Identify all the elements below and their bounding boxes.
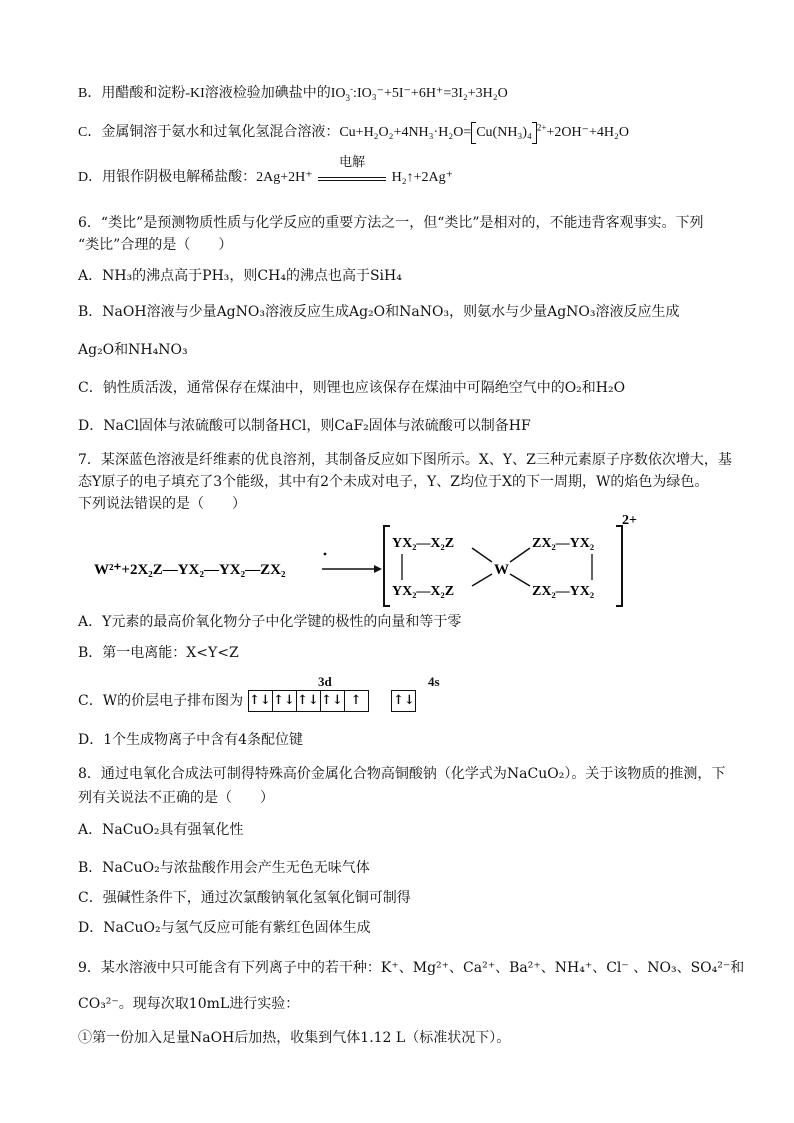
q7-reactants: W²⁺+2X₂Z—YX₂—YX₂—ZX₂ bbox=[94, 562, 286, 578]
q5-option-b-formula: IO₃⁻+5I⁻+6H⁺=3I₂+3H₂O bbox=[356, 86, 508, 101]
q6-option-a: A．NH₃的沸点高于PH₃，则CH₄的沸点也高于SiH₄ bbox=[78, 268, 402, 284]
q7-option-c bbox=[78, 690, 416, 712]
q7-stem-line3: 下列说法错误的是（ ） bbox=[78, 496, 246, 512]
q8-option-d: D．NaCuO₂与氢气反应可能有紫红色固体生成 bbox=[78, 920, 371, 936]
q7-stem-line1: 7．某深蓝色溶液是纤维素的优良溶剂，其制备反应如下图所示。X、Y、Z三种元素原子序数依次增大，基 bbox=[78, 452, 732, 468]
product-bottom-right: ZX₂—YX₂ bbox=[532, 584, 595, 599]
q9-stem-line1: 9．某水溶液中只可能含有下列离子中的若干种：K⁺、Mg²⁺、Ca²⁺、Ba²⁺、NH₄⁺、Cl⁻ 、NO₃、SO₄²⁻和 bbox=[78, 960, 745, 976]
q5-option-b-text: B．用醋酸和淀粉-KI溶液检验加碘盐中的IO bbox=[78, 86, 346, 101]
q7-option-c-text: C．W的价层电子排布图为 bbox=[78, 693, 244, 709]
q5-option-c-text: C．金属铜溶于氨水和过氧化氢混合溶液：Cu+H₂O₂+4NH₃·H₂O= bbox=[78, 125, 472, 141]
q5-option-c-complex: Cu(NH₃)₄ bbox=[476, 125, 532, 141]
electrolysis-condition: 电解 bbox=[339, 154, 366, 169]
orbital-3d-box-4: ↑↓ bbox=[320, 690, 344, 712]
orbital-3d-box-2: ↑↓ bbox=[272, 690, 296, 712]
orbital-4s-boxes bbox=[391, 690, 416, 712]
orbital-3d-box-1: ↑↓ bbox=[248, 690, 272, 712]
q8-stem-line2: 列有关说法不正确的是（ ） bbox=[78, 790, 274, 806]
q8-option-c: C．强碱性条件下，通过次氯酸钠氧化氢氧化铜可制得 bbox=[78, 890, 411, 906]
orbital-4s-label: 4s bbox=[428, 674, 440, 689]
q6-option-c: C．钠性质活泼，通常保存在煤油中，则锂也应该保存在煤油中可隔绝空气中的O₂和H₂O bbox=[78, 380, 626, 396]
orbital-4s-box-1: ↑↓ bbox=[391, 690, 416, 712]
q6-option-b-line2: Ag₂O和NH₄NO₃ bbox=[78, 342, 188, 358]
q5-option-d-text: D．用银作阴极电解稀盐酸：2Ag+2H⁺ bbox=[78, 170, 313, 185]
q8-option-b: B．NaCuO₂与浓盐酸作用会产生无色无味气体 bbox=[78, 860, 370, 876]
product-bottom-left: YX₂—X₂Z bbox=[392, 584, 455, 599]
product-charge: 2+ bbox=[622, 513, 637, 528]
q5-option-d bbox=[78, 154, 454, 188]
reaction-arrowhead bbox=[374, 565, 382, 573]
q5-option-c-tail: +2OH⁻+4H₂O bbox=[546, 125, 629, 141]
coord-bond-top-right bbox=[510, 548, 530, 562]
q7-reaction-diagram bbox=[92, 512, 652, 612]
q7-reaction-svg bbox=[92, 512, 652, 612]
electrolysis-equal-sign bbox=[318, 154, 386, 181]
q8-stem-line1: 8．通过电氧化合成法可制得特殊高价金属化合物高铜酸钠（化学式为NaCuO₂）。关于该物质的推测，下 bbox=[78, 766, 726, 782]
q6-option-b-line1: B．NaOH溶液与少量AgNO₃溶液反应生成Ag₂O和NaNO₃，则氨水与少量AgNO₃溶液反应生成 bbox=[78, 304, 680, 320]
product-left-bracket bbox=[384, 526, 390, 606]
q5-option-c: C．金属铜溶于氨水和过氧化氢混合溶液：Cu+H₂O₂+4NH₃·H₂O= Cu(NH₃)₄ $^{2+}$+2OH⁻+4H₂O bbox=[78, 122, 629, 144]
orbital-3d-box-5: ↑ bbox=[344, 690, 369, 712]
q9-stem-line2: CO₃²⁻。现每次取10mL进行实验： bbox=[78, 996, 300, 1012]
orbital-3d-box-3: ↑↓ bbox=[296, 690, 320, 712]
q6-option-d: D．NaCl固体与浓硫酸可以制备HCl，则CaF₂固体与浓硫酸可以制备HF bbox=[78, 418, 531, 434]
q7-stem-line2: 态Y原子的电子填充了3个能级，其中有2个未成对电子，Y、Z均位于X的下一周期，W的焰色为绿色。 bbox=[78, 474, 709, 490]
orbital-3d-boxes bbox=[248, 690, 369, 712]
q9-step-1: ①第一份加入足量NaOH后加热，收集到气体1.12 L（标准状况下）。 bbox=[78, 1030, 511, 1046]
q5-option-b: B．用醋酸和淀粉-KI溶液检验加碘盐中的$IO_3^-:IO_3^-+5I^-+6H^+=3I_2+3H_2O$ bbox=[78, 83, 508, 103]
q7-option-a: A．Y元素的最高价氧化物分子中化学键的极性的向量和等于零 bbox=[78, 614, 462, 630]
product-center-metal: W bbox=[494, 562, 509, 578]
q6-stem-line1: 6．“类比”是预测物质性质与化学反应的重要方法之一，但“类比”是相对的，不能违背客观事实。下列 bbox=[78, 215, 704, 231]
coord-bond-bottom-right bbox=[510, 574, 530, 586]
coord-bond-top-left bbox=[472, 548, 492, 562]
q7-option-d: D．1个生成物离子中含有4条配位键 bbox=[78, 732, 304, 748]
orbital-3d-label: 3d bbox=[318, 674, 332, 689]
q5-option-d-tail: H₂↑+2Ag⁺ bbox=[391, 170, 454, 185]
reaction-dot bbox=[324, 553, 327, 556]
q6-stem-line2: “类比”合理的是（ ） bbox=[78, 237, 233, 253]
product-right-bracket bbox=[616, 526, 622, 606]
q7-option-b: B．第一电离能：X<Y<Z bbox=[78, 645, 239, 661]
coord-bond-bottom-left bbox=[472, 574, 492, 586]
product-top-left: YX₂—X₂Z bbox=[392, 536, 455, 551]
product-top-right: ZX₂—YX₂ bbox=[532, 536, 595, 551]
q8-option-a: A．NaCuO₂具有强氧化性 bbox=[78, 822, 244, 838]
